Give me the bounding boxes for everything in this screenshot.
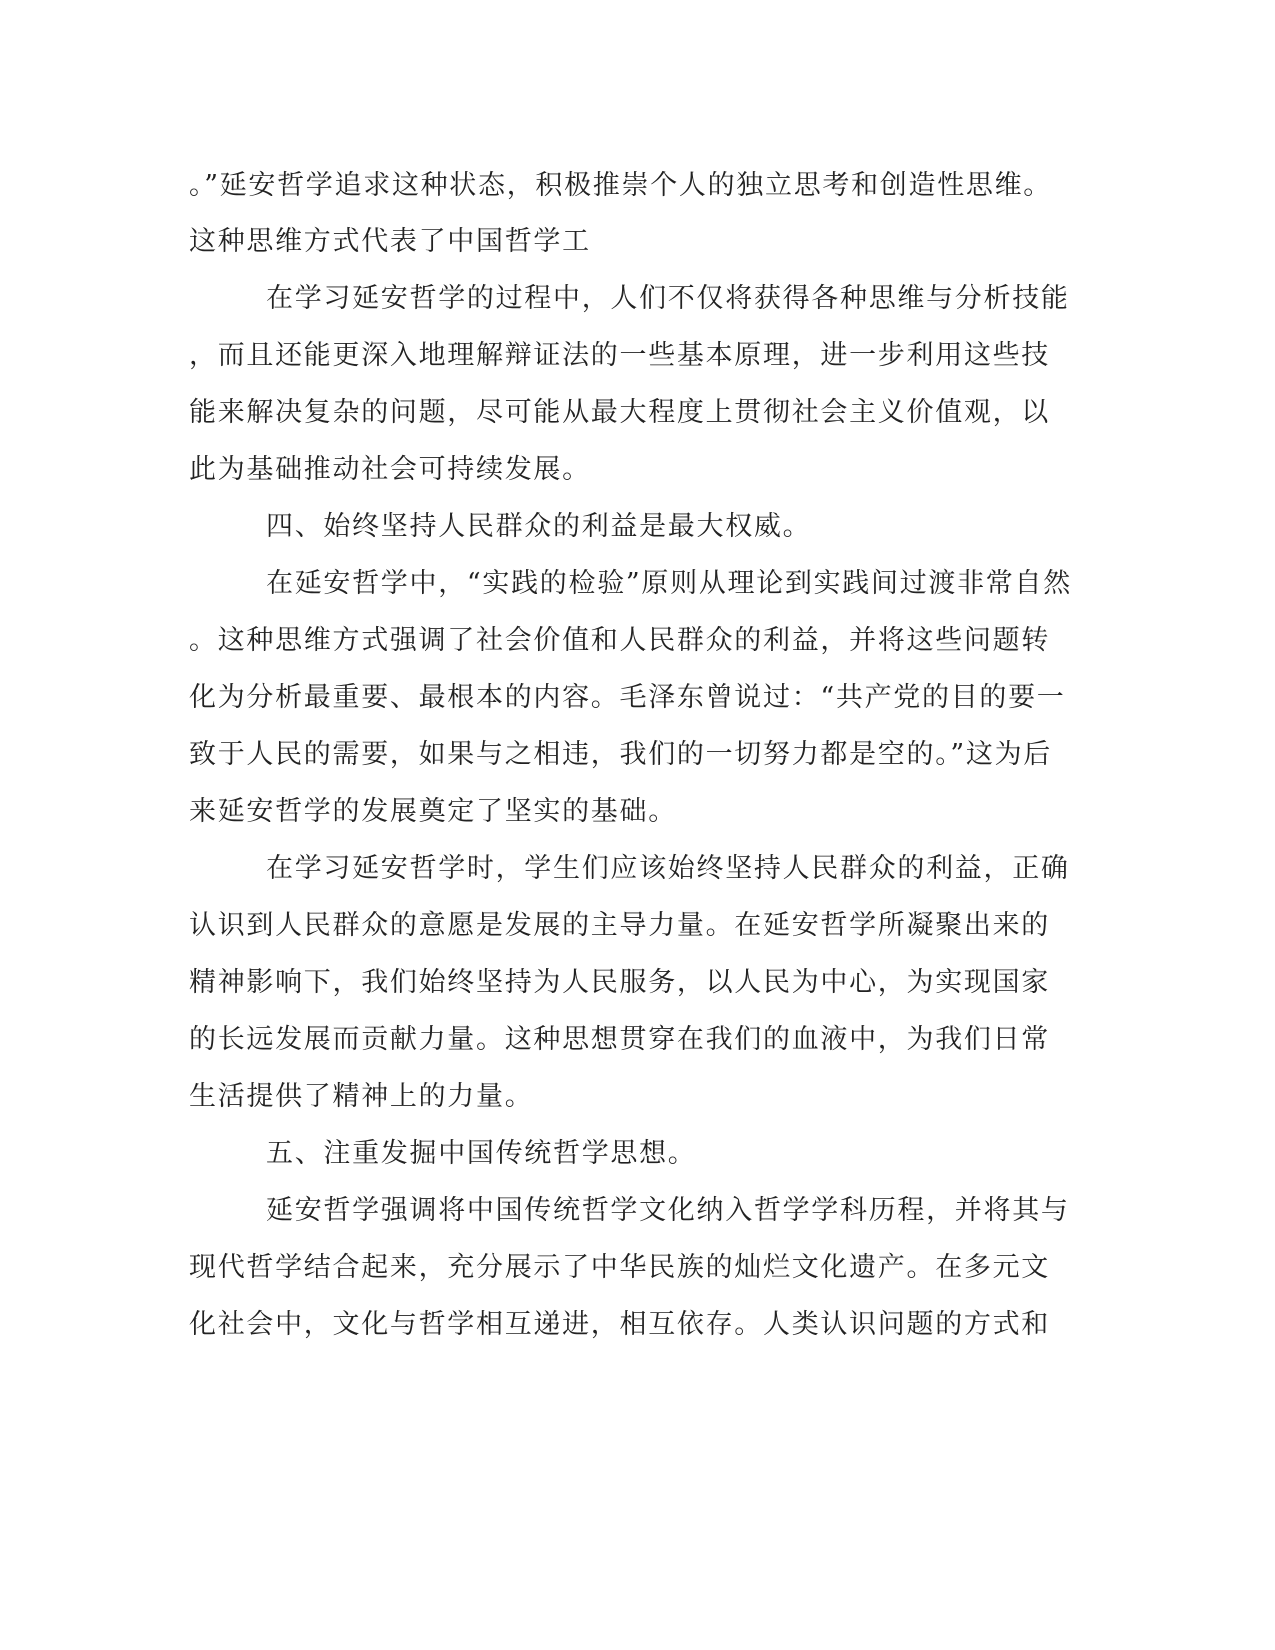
text-line: 。”延安哲学追求这种状态，积极推崇个人的独立思考和创造性思维。: [189, 170, 1053, 201]
text-line: 的长远发展而贡献力量。这种思想贯穿在我们的血液中，为我们日常: [189, 1024, 1050, 1055]
text-line: 化为分析最重要、最根本的内容。毛泽东曾说过：“共产党的目的要一: [189, 682, 1066, 713]
text-line: 此为基础推动社会可持续发展。: [189, 454, 591, 485]
text-line: 能来解决复杂的问题，尽可能从最大程度上贯彻社会主义价值观，以: [189, 397, 1050, 428]
text-line: 这种思维方式代表了中国哲学工: [189, 226, 591, 257]
text-line: 认识到人民群众的意愿是发展的主导力量。在延安哲学所凝聚出来的: [189, 910, 1050, 941]
text-line: 致于人民的需要，如果与之相违，我们的一切努力都是空的。”这为后: [189, 739, 1053, 770]
text-line: 化社会中，文化与哲学相互递进，相互依存。人类认识问题的方式和: [189, 1309, 1050, 1340]
paragraph-first-line: 延安哲学强调将中国传统哲学文化纳入哲学学科历程，并将其与: [266, 1195, 1070, 1226]
section-heading: 四、始终坚持人民群众的利益是最大权威。: [266, 511, 812, 542]
paragraph-first-line: 在学习延安哲学的过程中，人们不仅将获得各种思维与分析技能: [266, 283, 1070, 314]
paragraph-first-line: 在延安哲学中，“实践的检验”原则从理论到实践间过渡非常自然: [266, 568, 1072, 599]
text-line: 精神影响下，我们始终坚持为人民服务，以人民为中心，为实现国家: [189, 967, 1050, 998]
paragraph-first-line: 在学习延安哲学时，学生们应该始终坚持人民群众的利益，正确: [266, 853, 1070, 884]
text-line: ，而且还能更深入地理解辩证法的一些基本原理，进一步利用这些技: [189, 340, 1050, 371]
text-line: 现代哲学结合起来，充分展示了中华民族的灿烂文化遗产。在多元文: [189, 1252, 1050, 1283]
text-line: 生活提供了精神上的力量。: [189, 1081, 534, 1112]
text-line: 。这种思维方式强调了社会价值和人民群众的利益，并将这些问题转: [189, 625, 1050, 656]
text-line: 来延安哲学的发展奠定了坚实的基础。: [189, 796, 677, 827]
section-heading: 五、注重发掘中国传统哲学思想。: [266, 1138, 697, 1169]
